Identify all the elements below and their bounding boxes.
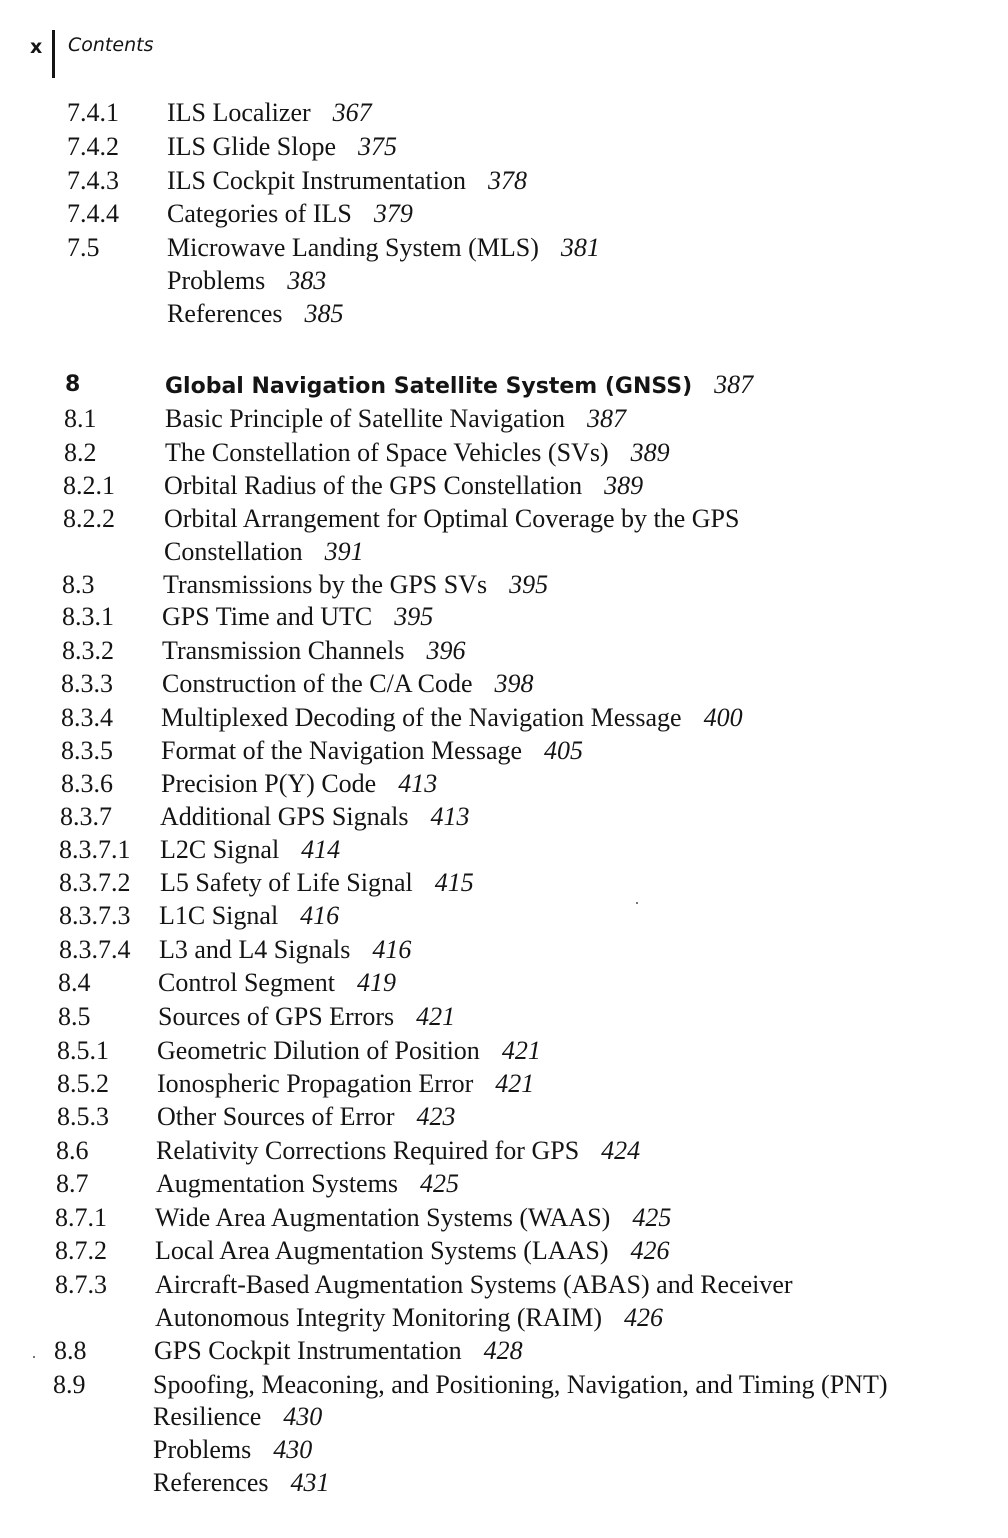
page-number: 391 xyxy=(324,537,364,566)
page-number: 395 xyxy=(394,602,434,631)
section-title: Spoofing, Meaconing, and Positioning, Navigation, and Timing (PNT) xyxy=(153,1370,888,1399)
toc-entry xyxy=(0,197,1008,230)
section-number: 8.3.2 xyxy=(62,636,114,665)
section-title: Global Navigation Satellite System (GNSS) xyxy=(165,374,693,399)
page-number: 421 xyxy=(501,1036,541,1065)
section-title: The Constellation of Space Vehicles (SVs) xyxy=(165,438,609,467)
toc-entry xyxy=(0,767,1008,800)
section-title: ILS Glide Slope xyxy=(167,132,336,161)
page-number: 414 xyxy=(301,835,341,864)
section-title: L3 and L4 Signals xyxy=(159,935,351,964)
running-head-rule xyxy=(52,30,55,78)
section-title: Precision P(Y) Code xyxy=(161,769,377,798)
section-title-line xyxy=(167,164,527,197)
section-number: 8.3.7.1 xyxy=(59,835,131,864)
section-title: Orbital Arrangement for Optimal Coverage by the GPS xyxy=(164,504,740,533)
toc-entry xyxy=(0,469,1008,502)
section-title: Ionospheric Propagation Error xyxy=(157,1069,474,1098)
page-number: 416 xyxy=(300,901,340,930)
section-number: 8.3.7.3 xyxy=(59,901,131,930)
section-title-line xyxy=(155,1234,669,1267)
section-number: 8.5 xyxy=(58,1002,91,1031)
toc-entry xyxy=(0,231,1008,264)
section-title-line xyxy=(167,96,372,129)
section-title: Categories of ILS xyxy=(167,199,352,228)
toc-entry xyxy=(0,734,1008,767)
page-number: 421 xyxy=(416,1002,456,1031)
section-title: Microwave Landing System (MLS) xyxy=(167,233,539,262)
section-title: Geometric Dilution of Position xyxy=(157,1036,480,1065)
page-number: 379 xyxy=(373,199,413,228)
page-number: 423 xyxy=(416,1102,456,1131)
section-title-line xyxy=(155,1301,663,1334)
section-title-line xyxy=(161,767,437,800)
section-title: Basic Principle of Satellite Navigation xyxy=(165,404,566,433)
section-number: 7.4.3 xyxy=(67,166,119,195)
section-title-line xyxy=(159,899,339,932)
section-title: References xyxy=(167,299,283,328)
section-title-line xyxy=(162,667,534,700)
section-title: Aircraft-Based Augmentation Systems (ABAS) and Receiver xyxy=(155,1270,793,1299)
section-title: Construction of the C/A Code xyxy=(162,669,473,698)
page-number: 381 xyxy=(560,233,600,262)
page-number: 424 xyxy=(601,1136,641,1165)
section-number: 8.4 xyxy=(58,968,91,997)
section-number: 8.3.3 xyxy=(61,669,113,698)
section-title-line xyxy=(167,297,343,330)
section-title: L1C Signal xyxy=(159,901,279,930)
page-folio: x xyxy=(30,36,43,58)
page-number: 428 xyxy=(483,1336,523,1365)
section-title-line xyxy=(164,535,364,568)
section-number: 8.2.1 xyxy=(63,471,115,500)
toc-entry xyxy=(0,800,1008,833)
section-number: 8.5.1 xyxy=(57,1036,109,1065)
toc-entry xyxy=(0,1201,1008,1234)
section-title-line xyxy=(156,1167,459,1200)
section-title-line xyxy=(160,866,474,899)
section-title: Control Segment xyxy=(158,968,335,997)
toc-entry xyxy=(0,1100,1008,1133)
toc-entry xyxy=(0,634,1008,667)
section-title-line xyxy=(167,231,600,264)
section-title-line xyxy=(165,368,753,403)
section-title: Augmentation Systems xyxy=(156,1169,398,1198)
section-title-line xyxy=(160,833,340,866)
page-number: 395 xyxy=(509,570,549,599)
toc-entry-continuation xyxy=(0,535,1008,568)
page-number: 389 xyxy=(604,471,644,500)
section-number: 7.4.1 xyxy=(67,98,119,127)
section-title-line xyxy=(155,1201,671,1234)
section-title-line xyxy=(158,966,396,999)
page-number: 383 xyxy=(287,266,327,295)
page-number: 400 xyxy=(703,703,743,732)
section-number: 7.4.4 xyxy=(67,199,119,228)
section-title: Transmission Channels xyxy=(162,636,405,665)
page-number: 413 xyxy=(430,802,470,831)
section-title-line xyxy=(159,933,411,966)
page-number: 367 xyxy=(332,98,372,127)
section-number: 8.5.3 xyxy=(57,1102,109,1131)
section-title: Resilience xyxy=(153,1402,262,1431)
section-title: Additional GPS Signals xyxy=(160,802,409,831)
page-number: 389 xyxy=(630,438,670,467)
section-title-line xyxy=(162,600,433,633)
toc-entry-continuation xyxy=(0,1466,1008,1499)
page-number: 421 xyxy=(495,1069,535,1098)
section-number: 8.9 xyxy=(53,1370,86,1399)
section-title-line xyxy=(153,1433,312,1466)
section-title-line xyxy=(162,634,465,667)
toc-entry xyxy=(0,1067,1008,1100)
section-title: Multiplexed Decoding of the Navigation Message xyxy=(161,703,682,732)
toc-entry xyxy=(0,436,1008,469)
section-number: 7.4.2 xyxy=(67,132,119,161)
section-title: Constellation xyxy=(164,537,303,566)
page-number: 425 xyxy=(419,1169,459,1198)
toc-entry xyxy=(0,96,1008,129)
section-number: 7.5 xyxy=(67,233,100,262)
section-title-line xyxy=(157,1034,541,1067)
page-number: 375 xyxy=(358,132,397,161)
section-title-line xyxy=(157,1100,456,1133)
toc-entry xyxy=(0,402,1008,435)
section-title: Orbital Radius of the GPS Constellation xyxy=(164,471,583,500)
page-number: 413 xyxy=(398,769,438,798)
section-number: 8.3.5 xyxy=(61,736,113,765)
section-title-line xyxy=(157,1067,534,1100)
page-number: 419 xyxy=(356,968,396,997)
toc-entry xyxy=(0,568,1008,601)
toc-entry xyxy=(0,701,1008,734)
scan-speck xyxy=(33,1356,35,1358)
chapter-entry xyxy=(0,368,1008,401)
toc-entry xyxy=(0,1234,1008,1267)
toc-entry xyxy=(0,1000,1008,1033)
page-number: 385 xyxy=(304,299,344,328)
page-number: 387 xyxy=(587,404,627,433)
section-number: 8.1 xyxy=(64,404,97,433)
section-number: 8.8 xyxy=(54,1336,87,1365)
running-head-title: Contents xyxy=(68,34,154,56)
section-number: 8.3 xyxy=(62,570,95,599)
toc-entry xyxy=(0,600,1008,633)
section-number: 8.6 xyxy=(56,1136,89,1165)
section-number: 8.7 xyxy=(56,1169,89,1198)
toc-entry-continuation xyxy=(0,297,1008,330)
section-number: 8.2.2 xyxy=(63,504,115,533)
page-number: 415 xyxy=(434,868,474,897)
section-title-line xyxy=(165,436,670,469)
section-title: Problems xyxy=(167,266,266,295)
section-title: Local Area Augmentation Systems (LAAS) xyxy=(155,1236,609,1265)
section-title: Problems xyxy=(153,1435,252,1464)
scan-speck xyxy=(636,902,638,904)
section-title: Transmissions by the GPS SVs xyxy=(163,570,488,599)
section-title: Relativity Corrections Required for GPS xyxy=(156,1136,580,1165)
section-title-line xyxy=(153,1400,322,1433)
page-number: 426 xyxy=(630,1236,670,1265)
toc-entry-continuation xyxy=(0,1301,1008,1334)
section-number: 8.3.7 xyxy=(60,802,112,831)
section-title-line xyxy=(153,1368,888,1401)
section-title-line xyxy=(158,1000,455,1033)
section-title-line xyxy=(156,1134,640,1167)
page-number: 378 xyxy=(487,166,527,195)
page-number: 431 xyxy=(290,1468,330,1497)
section-title: ILS Cockpit Instrumentation xyxy=(167,166,466,195)
section-number: 8.7.1 xyxy=(55,1203,107,1232)
toc-entry xyxy=(0,966,1008,999)
section-number: 8.3.4 xyxy=(61,703,113,732)
toc-entry xyxy=(0,866,1008,899)
section-title-line xyxy=(154,1334,523,1367)
section-number: 8.5.2 xyxy=(57,1069,109,1098)
section-title: References xyxy=(153,1468,269,1497)
section-title: Other Sources of Error xyxy=(157,1102,395,1131)
section-number: 8.2 xyxy=(64,438,97,467)
section-title: GPS Time and UTC xyxy=(162,602,373,631)
section-number: 8.3.6 xyxy=(61,769,113,798)
section-title-line xyxy=(164,502,739,535)
page-number: 396 xyxy=(426,636,466,665)
section-title: Sources of GPS Errors xyxy=(158,1002,395,1031)
toc-entry xyxy=(0,1034,1008,1067)
toc-entry xyxy=(0,899,1008,932)
section-title-line xyxy=(155,1268,793,1301)
section-title-line xyxy=(164,469,643,502)
section-title-line xyxy=(163,568,548,601)
section-title: Autonomous Integrity Monitoring (RAIM) xyxy=(155,1303,603,1332)
toc-entry-continuation xyxy=(0,1400,1008,1433)
section-number: 8.3.1 xyxy=(62,602,114,631)
toc-entry xyxy=(0,1167,1008,1200)
section-title-line xyxy=(161,734,583,767)
toc-entry-continuation xyxy=(0,264,1008,297)
page-number: 405 xyxy=(544,736,584,765)
section-title-line xyxy=(160,800,469,833)
toc-entry xyxy=(0,1134,1008,1167)
page-number: 426 xyxy=(624,1303,664,1332)
section-title: Format of the Navigation Message xyxy=(161,736,523,765)
section-title: L2C Signal xyxy=(160,835,280,864)
section-number: 8 xyxy=(65,372,81,397)
page-number: 387 xyxy=(714,370,754,399)
toc-entry xyxy=(0,1268,1008,1301)
section-title-line xyxy=(167,197,413,230)
section-number: 8.3.7.2 xyxy=(59,868,131,897)
page-number: 425 xyxy=(632,1203,672,1232)
section-title: ILS Localizer xyxy=(167,98,311,127)
section-title: Wide Area Augmentation Systems (WAAS) xyxy=(155,1203,611,1232)
section-title-line xyxy=(167,130,397,163)
section-number: 8.7.2 xyxy=(55,1236,107,1265)
section-number: 8.7.3 xyxy=(55,1270,107,1299)
toc-entry-continuation xyxy=(0,1433,1008,1466)
section-title-line xyxy=(153,1466,329,1499)
page-number: 416 xyxy=(372,935,412,964)
toc-entry xyxy=(0,1368,1008,1401)
page-number: 430 xyxy=(283,1402,323,1431)
section-number: 8.3.7.4 xyxy=(59,935,131,964)
toc-entry xyxy=(0,933,1008,966)
section-title: GPS Cockpit Instrumentation xyxy=(154,1336,462,1365)
toc-entry xyxy=(0,164,1008,197)
section-title-line xyxy=(167,264,326,297)
section-title: L5 Safety of Life Signal xyxy=(160,868,413,897)
section-title-line xyxy=(165,402,626,435)
toc-entry xyxy=(0,667,1008,700)
toc-entry xyxy=(0,1334,1008,1367)
page-number: 430 xyxy=(273,1435,313,1464)
toc-entry xyxy=(0,502,1008,535)
section-title-line xyxy=(161,701,743,734)
toc-entry xyxy=(0,130,1008,163)
toc-entry xyxy=(0,833,1008,866)
page-number: 398 xyxy=(494,669,534,698)
